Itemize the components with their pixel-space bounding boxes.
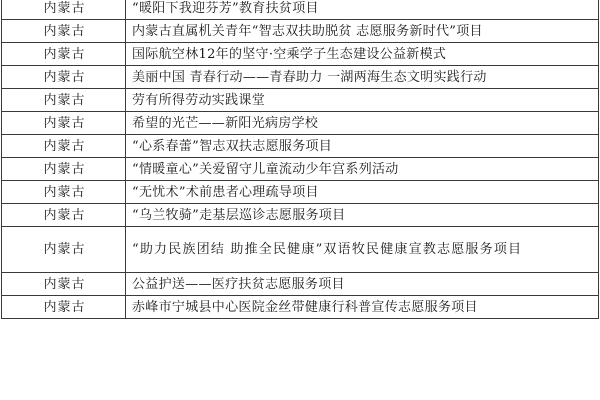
region-cell: 内蒙古 (2, 296, 126, 319)
table-row (2, 296, 599, 319)
project-name-cell: “暖阳下我迎芬芳”教育扶贫项目 (126, 0, 599, 20)
table-row (2, 0, 599, 20)
region-cell: 内蒙古 (2, 158, 126, 181)
project-name-cell: 美丽中国 青春行动——青春助力 一湖两海生态文明实践行动 (126, 66, 599, 89)
table-row (2, 273, 599, 296)
table-row (2, 89, 599, 112)
table-row (2, 227, 599, 273)
region-cell: 内蒙古 (2, 43, 126, 66)
project-name-cell: “心系春蕾”智志双扶志愿服务项目 (126, 135, 599, 158)
table-row (2, 181, 599, 204)
table-row (2, 158, 599, 181)
region-cell: 内蒙古 (2, 66, 126, 89)
project-name-cell: “无忧术”术前患者心理疏导项目 (126, 181, 599, 204)
table-row (2, 204, 599, 227)
region-cell: 内蒙古 (2, 204, 126, 227)
project-name-cell: 公益护送——医疗扶贫志愿服务项目 (126, 273, 599, 296)
table-row (2, 43, 599, 66)
table-row (2, 66, 599, 89)
table-row (2, 135, 599, 158)
region-cell: 内蒙古 (2, 273, 126, 296)
region-cell: 内蒙古 (2, 0, 126, 20)
project-name-cell: 希望的光芒——新阳光病房学校 (126, 112, 599, 135)
region-cell: 内蒙古 (2, 112, 126, 135)
region-cell: 内蒙古 (2, 181, 126, 204)
project-name-cell: 劳有所得劳动实践课堂 (126, 89, 599, 112)
region-cell: 内蒙古 (2, 227, 126, 273)
table-row (2, 112, 599, 135)
region-cell: 内蒙古 (2, 135, 126, 158)
project-table (1, 0, 599, 319)
project-name-cell: 国际航空林12年的坚守·空乘学子生态建设公益新模式 (126, 43, 599, 66)
table-row (2, 20, 599, 43)
region-cell: 内蒙古 (2, 89, 126, 112)
project-name-cell: 赤峰市宁城县中心医院金丝带健康行科普宣传志愿服务项目 (126, 296, 599, 319)
project-name-cell: 内蒙古直属机关青年“智志双扶助脱贫 志愿服务新时代”项目 (126, 20, 599, 43)
region-cell: 内蒙古 (2, 20, 126, 43)
project-name-cell: “乌兰牧骑”走基层巡诊志愿服务项目 (126, 204, 599, 227)
project-name-cell: “情暖童心”关爱留守儿童流动少年宫系列活动 (126, 158, 599, 181)
project-name-cell: “助力民族团结 助推全民健康”双语牧民健康宣教志愿服务项目 (126, 227, 599, 273)
